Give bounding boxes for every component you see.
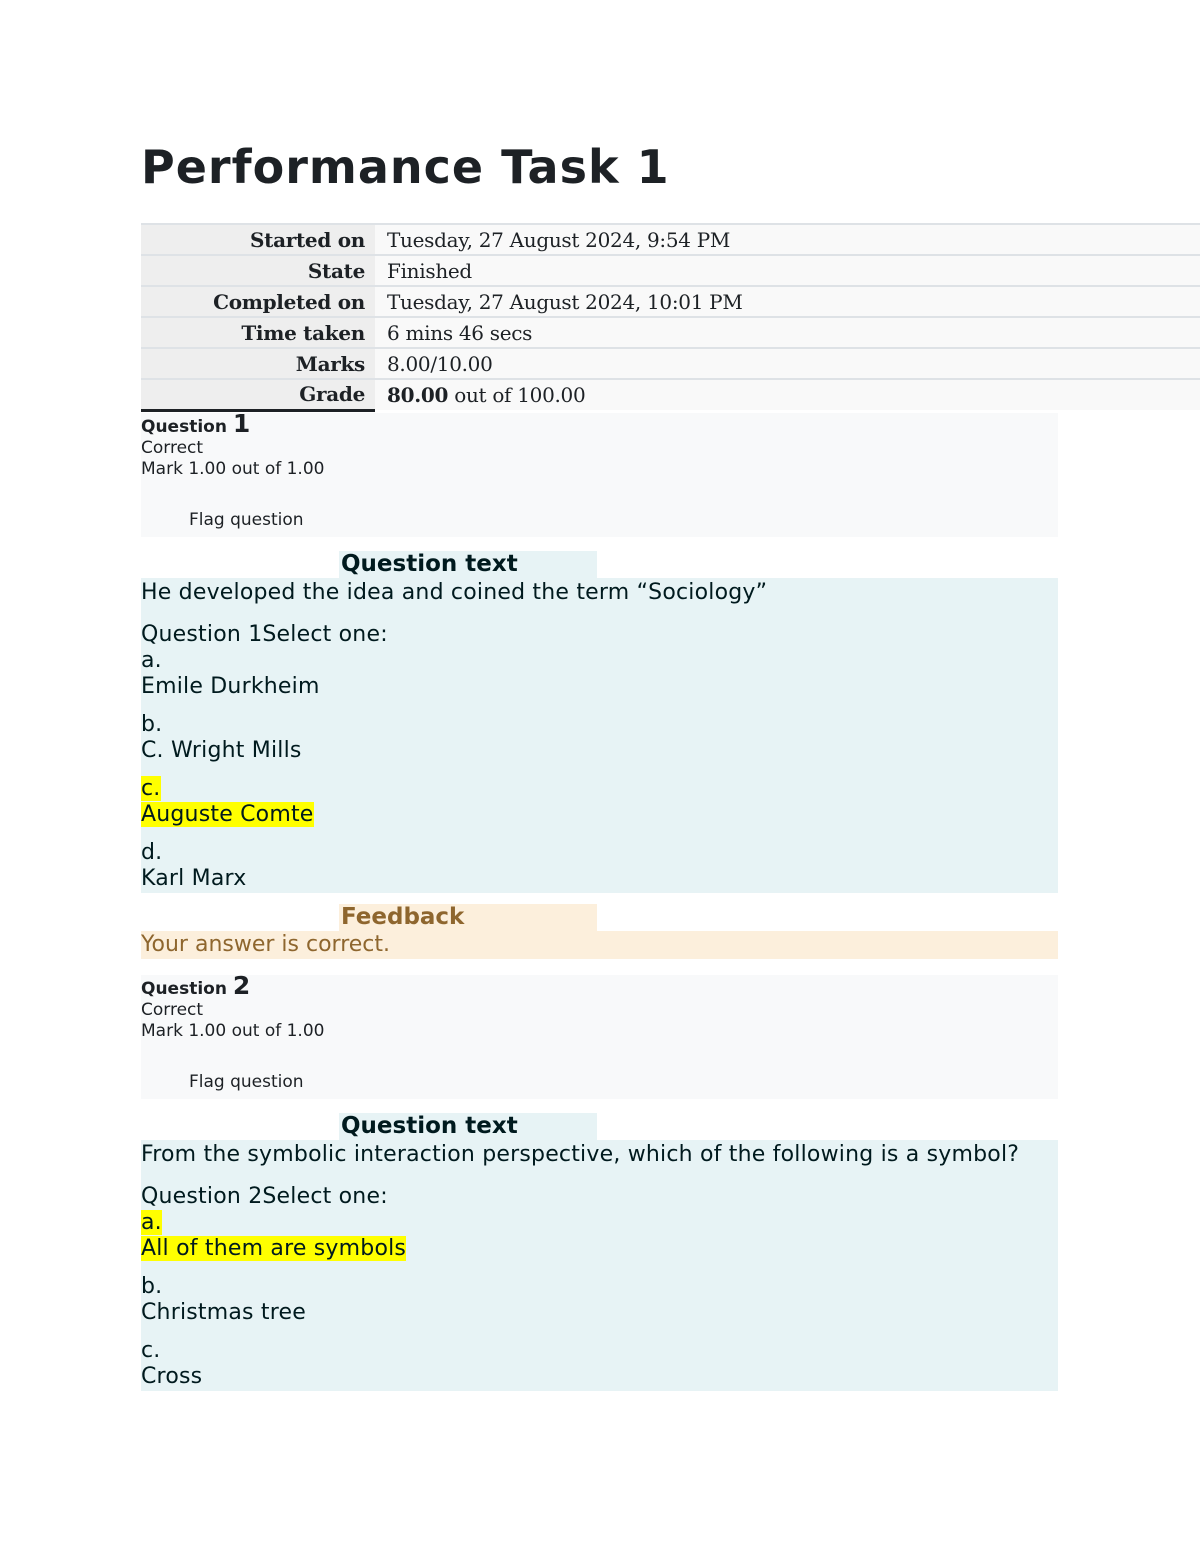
summary-value: Tuesday, 27 August 2024, 9:54 PM	[375, 224, 1200, 255]
option-letter: a.	[141, 648, 162, 673]
option-text: Christmas tree	[141, 1300, 306, 1325]
option-letter: a.	[141, 1210, 162, 1235]
summary-value: Tuesday, 27 August 2024, 10:01 PM	[375, 286, 1200, 317]
option-text: Cross	[141, 1364, 203, 1389]
option-text: All of them are symbols	[141, 1236, 407, 1261]
summary-label: Grade	[141, 379, 375, 410]
page-title: Performance Task 1	[141, 140, 670, 194]
feedback-text: Your answer is correct.	[141, 931, 1058, 959]
answer-option-d[interactable]	[141, 840, 1058, 892]
summary-value: 8.00/10.00	[375, 348, 1200, 379]
summary-label: Started on	[141, 224, 375, 255]
question-info-2	[141, 971, 1058, 1099]
question-status: Correct	[141, 438, 204, 458]
question-number-value: 1	[232, 409, 251, 438]
summary-row-grade	[141, 379, 1200, 410]
summary-row-time	[141, 317, 1200, 348]
summary-value	[375, 379, 1200, 410]
option-letter: b.	[141, 1274, 163, 1299]
question-label: Question	[141, 417, 233, 437]
feedback-heading: Feedback	[339, 904, 597, 931]
answer-option-a-selected[interactable]	[141, 1210, 1058, 1262]
option-text: Karl Marx	[141, 866, 247, 891]
question-content-1	[141, 578, 1058, 893]
option-letter: b.	[141, 712, 163, 737]
summary-label: State	[141, 255, 375, 286]
question-mark: Mark 1.00 out of 1.00	[141, 459, 325, 479]
select-one-prompt: Question 1Select one:	[141, 622, 388, 647]
option-letter: d.	[141, 840, 163, 865]
question-label: Question	[141, 979, 233, 999]
question-number-value: 2	[232, 971, 251, 1000]
flag-question-link[interactable]: Flag question	[189, 510, 304, 530]
option-text: Auguste Comte	[141, 802, 314, 827]
question-text: He developed the idea and coined the term “Sociology”	[141, 580, 768, 605]
summary-label: Completed on	[141, 286, 375, 317]
question-content-2	[141, 1140, 1058, 1391]
summary-row-completed	[141, 286, 1200, 317]
summary-row-marks	[141, 348, 1200, 379]
option-letter: c.	[141, 1338, 161, 1363]
summary-label: Time taken	[141, 317, 375, 348]
question-mark: Mark 1.00 out of 1.00	[141, 1021, 325, 1041]
option-text: Emile Durkheim	[141, 674, 320, 699]
option-text: C. Wright Mills	[141, 738, 302, 763]
question-text: From the symbolic interaction perspective, which of the following is a symbol?	[141, 1142, 1020, 1167]
summary-label: Marks	[141, 348, 375, 379]
grade-score: 80.00	[387, 383, 449, 407]
question-number	[141, 409, 1058, 438]
summary-row-state	[141, 255, 1200, 286]
question-status: Correct	[141, 1000, 204, 1020]
answer-option-c-selected[interactable]	[141, 776, 1058, 828]
grade-suffix: out of 100.00	[448, 383, 586, 407]
answer-option-a[interactable]	[141, 648, 1058, 700]
summary-value: Finished	[375, 255, 1200, 286]
question-text-heading: Question text	[339, 551, 597, 578]
option-letter: c.	[141, 776, 161, 801]
summary-row-started	[141, 224, 1200, 255]
answer-option-b[interactable]	[141, 712, 1058, 764]
answer-option-c[interactable]	[141, 1338, 1058, 1390]
select-one-prompt: Question 2Select one:	[141, 1184, 388, 1209]
flag-question-link[interactable]: Flag question	[189, 1072, 304, 1092]
question-number	[141, 971, 1058, 1000]
question-info-1	[141, 409, 1058, 537]
answer-option-b[interactable]	[141, 1274, 1058, 1326]
attempt-summary-table	[141, 223, 1200, 412]
question-text-heading: Question text	[339, 1113, 597, 1140]
summary-value: 6 mins 46 secs	[375, 317, 1200, 348]
